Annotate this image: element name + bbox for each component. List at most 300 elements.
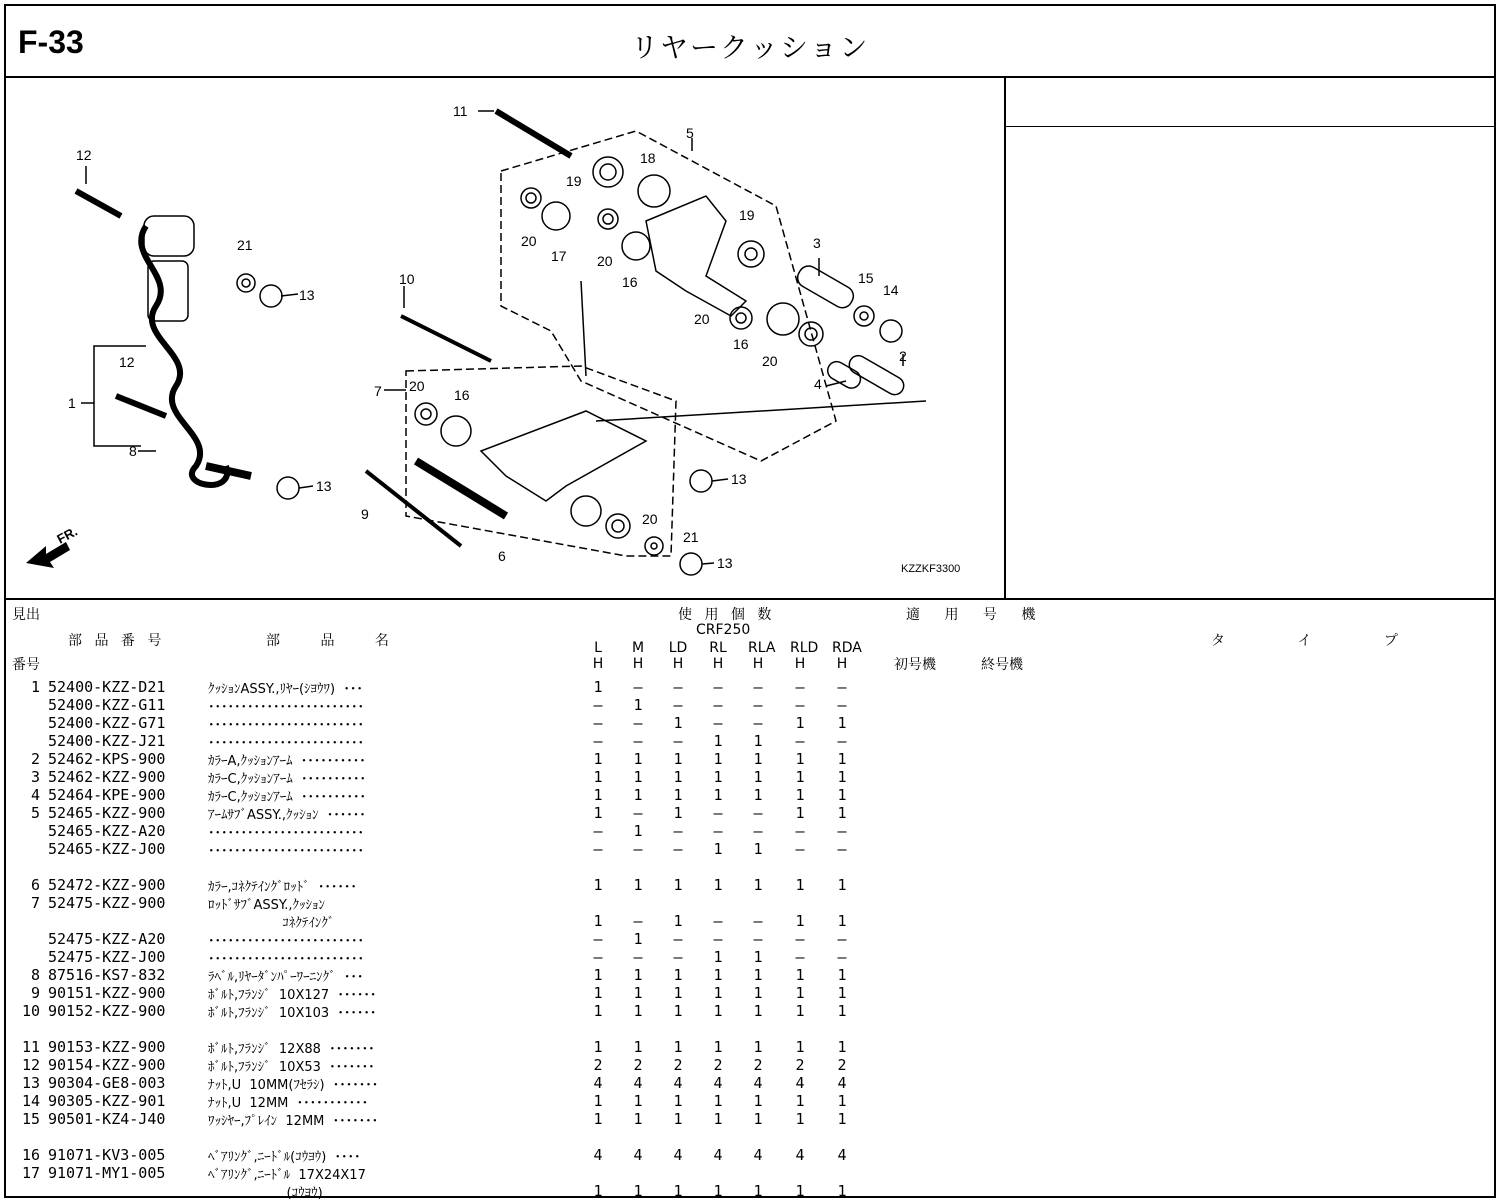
part-name: ﾎﾞﾙﾄ,ﾌﾗﾝｼﾞ 10X127 ･･････ bbox=[208, 988, 377, 1003]
qty-cell: 2 bbox=[795, 1056, 805, 1074]
qty-cell: 1 bbox=[673, 768, 683, 786]
qty-cell: – bbox=[837, 696, 847, 714]
qty-cell: 1 bbox=[673, 750, 683, 768]
part-name: ﾎﾞﾙﾄ,ﾌﾗﾝｼﾞ 10X53 ･･･････ bbox=[208, 1060, 375, 1075]
qty-cell: 1 bbox=[633, 1182, 643, 1200]
callout-13c: 13 bbox=[731, 471, 747, 487]
qty-cell: – bbox=[837, 732, 847, 750]
qty-cell: 1 bbox=[837, 786, 847, 804]
callout-1: 1 bbox=[68, 395, 76, 411]
qty-cell: 1 bbox=[837, 768, 847, 786]
qty-cell: 1 bbox=[795, 876, 805, 894]
callout-20b: 20 bbox=[597, 253, 613, 269]
col-h: H bbox=[794, 656, 806, 672]
header-bango: 番号 bbox=[12, 657, 40, 673]
table-row bbox=[6, 894, 1494, 912]
qty-cell: – bbox=[593, 948, 603, 966]
qty-cell: 1 bbox=[633, 750, 643, 768]
callout-15: 15 bbox=[858, 270, 874, 286]
qty-cell: – bbox=[753, 678, 763, 696]
ref-number: 3 bbox=[30, 768, 40, 786]
qty-cell: 1 bbox=[673, 984, 683, 1002]
callout-20d: 20 bbox=[762, 353, 778, 369]
qty-cell: 1 bbox=[753, 1092, 763, 1110]
qty-cell: 1 bbox=[753, 750, 763, 768]
qty-cell: 1 bbox=[795, 714, 805, 732]
qty-cell: 1 bbox=[837, 1002, 847, 1020]
qty-cell: – bbox=[837, 678, 847, 696]
part-name: ｶﾗｰA,ｸｯｼｮﾝｱｰﾑ ･･････････ bbox=[208, 754, 366, 769]
qty-cell: 1 bbox=[593, 1110, 603, 1128]
part-name: ﾍﾞｱﾘﾝｸﾞ,ﾆｰﾄﾞﾙ(ｺｳﾖｳ) ････ bbox=[208, 1150, 361, 1165]
qty-cell: 4 bbox=[753, 1074, 763, 1092]
part-name: ﾜｯｼﾔｰ,ﾌﾟﾚｲﾝ 12MM ･･･････ bbox=[208, 1114, 379, 1129]
qty-cell: 1 bbox=[837, 714, 847, 732]
table-row bbox=[6, 696, 1494, 714]
qty-cell: – bbox=[795, 678, 805, 696]
qty-cell: 1 bbox=[713, 1110, 723, 1128]
ref-number: 5 bbox=[30, 804, 40, 822]
table-row bbox=[6, 840, 1494, 858]
qty-cell: – bbox=[753, 696, 763, 714]
callout-21a: 21 bbox=[237, 237, 253, 253]
qty-cell: 2 bbox=[593, 1056, 603, 1074]
part-number: 52400-KZZ-G71 bbox=[48, 714, 166, 732]
qty-cell: 4 bbox=[633, 1074, 643, 1092]
qty-cell: 1 bbox=[633, 1038, 643, 1056]
qty-cell: – bbox=[713, 804, 723, 822]
part-name: (ｺｳﾖｳ) bbox=[208, 1186, 323, 1201]
callout-18: 18 bbox=[640, 150, 656, 166]
qty-cell: 4 bbox=[837, 1074, 847, 1092]
qty-cell: 4 bbox=[633, 1146, 643, 1164]
table-row bbox=[6, 1146, 1494, 1164]
qty-cell: 1 bbox=[593, 912, 603, 930]
qty-cell: 1 bbox=[633, 1002, 643, 1020]
part-number: 90153-KZZ-900 bbox=[48, 1038, 166, 1056]
qty-cell: 1 bbox=[837, 750, 847, 768]
part-name: ････････････････････････ bbox=[208, 844, 364, 859]
callout-8: 8 bbox=[129, 443, 137, 459]
qty-cell: 1 bbox=[633, 966, 643, 984]
qty-cell: – bbox=[795, 948, 805, 966]
table-row bbox=[6, 912, 1494, 930]
ref-number: 1 bbox=[30, 678, 40, 696]
qty-cell: 4 bbox=[753, 1146, 763, 1164]
table-row bbox=[6, 768, 1494, 786]
qty-cell: 1 bbox=[633, 1110, 643, 1128]
callout-2: 2 bbox=[899, 348, 907, 364]
qty-cell: 1 bbox=[593, 768, 603, 786]
qty-cell: 1 bbox=[795, 1002, 805, 1020]
side-panel bbox=[1006, 76, 1494, 600]
part-number: 87516-KS7-832 bbox=[48, 966, 166, 984]
callout-20c: 20 bbox=[694, 311, 710, 327]
qty-cell: 1 bbox=[673, 1092, 683, 1110]
col-m: M bbox=[631, 640, 645, 656]
callout-20e: 20 bbox=[409, 378, 425, 394]
qty-cell: – bbox=[633, 714, 643, 732]
qty-cell: 1 bbox=[713, 876, 723, 894]
exploded-diagram bbox=[6, 76, 1006, 600]
qty-cell: 1 bbox=[795, 1038, 805, 1056]
qty-cell: 1 bbox=[633, 786, 643, 804]
qty-cell: 1 bbox=[837, 1092, 847, 1110]
header-type: タ イ プ bbox=[1211, 633, 1432, 649]
table-row bbox=[6, 1110, 1494, 1128]
callout-13a: 13 bbox=[299, 287, 315, 303]
qty-cell: – bbox=[837, 840, 847, 858]
qty-cell: 1 bbox=[633, 696, 643, 714]
qty-cell: – bbox=[673, 822, 683, 840]
part-name: ﾎﾞﾙﾄ,ﾌﾗﾝｼﾞ 12X88 ･･･････ bbox=[208, 1042, 375, 1057]
qty-cell: – bbox=[837, 930, 847, 948]
header-part-name: 部 品 名 bbox=[266, 633, 407, 649]
ref-number: 13 bbox=[22, 1074, 41, 1092]
callout-6: 6 bbox=[498, 548, 506, 564]
header-last: 終号機 bbox=[981, 657, 1023, 673]
callout-12b: 12 bbox=[119, 354, 135, 370]
header bbox=[6, 6, 1494, 78]
table-row bbox=[6, 714, 1494, 732]
table-row bbox=[6, 804, 1494, 822]
ref-number: 14 bbox=[22, 1092, 41, 1110]
header-first: 初号機 bbox=[894, 657, 936, 673]
front-arrow-icon bbox=[26, 524, 80, 568]
qty-cell: 1 bbox=[837, 966, 847, 984]
qty-cell: 1 bbox=[713, 732, 723, 750]
part-number: 52475-KZZ-A20 bbox=[48, 930, 166, 948]
qty-cell: 1 bbox=[593, 786, 603, 804]
qty-cell: 4 bbox=[593, 1074, 603, 1092]
callout-11: 11 bbox=[453, 103, 468, 119]
qty-cell: – bbox=[593, 714, 603, 732]
qty-cell: 1 bbox=[593, 984, 603, 1002]
col-h: H bbox=[712, 656, 724, 672]
part-name: ････････････････････････ bbox=[208, 934, 364, 949]
col-h: H bbox=[632, 656, 644, 672]
qty-cell: 1 bbox=[673, 1038, 683, 1056]
qty-cell: 1 bbox=[593, 1002, 603, 1020]
ref-number: 8 bbox=[30, 966, 40, 984]
qty-cell: 2 bbox=[753, 1056, 763, 1074]
part-name: ｶﾗｰC,ｸｯｼｮﾝｱｰﾑ ･･････････ bbox=[208, 790, 366, 805]
part-name: ﾛｯﾄﾞｻﾌﾞASSY.,ｸｯｼｮﾝ bbox=[208, 898, 325, 913]
table-row bbox=[6, 750, 1494, 768]
qty-cell: 1 bbox=[837, 984, 847, 1002]
callout-16a: 16 bbox=[622, 274, 638, 290]
qty-cell: 1 bbox=[753, 876, 763, 894]
part-name: ････････････････････････ bbox=[208, 826, 364, 841]
qty-cell: 1 bbox=[753, 1038, 763, 1056]
qty-cell: – bbox=[633, 804, 643, 822]
qty-cell: 1 bbox=[795, 966, 805, 984]
header-qty-title: 使 用 個 数 bbox=[678, 607, 776, 623]
col-h: H bbox=[752, 656, 764, 672]
qty-cell: 1 bbox=[593, 750, 603, 768]
qty-cell: 1 bbox=[593, 678, 603, 696]
qty-cell: 1 bbox=[673, 912, 683, 930]
qty-cell: 1 bbox=[713, 1002, 723, 1020]
qty-cell: – bbox=[837, 822, 847, 840]
qty-cell: 1 bbox=[593, 804, 603, 822]
part-number: 52400-KZZ-G11 bbox=[48, 696, 166, 714]
qty-cell: – bbox=[795, 732, 805, 750]
part-name: ････････････････････････ bbox=[208, 700, 364, 715]
table-row bbox=[6, 930, 1494, 948]
qty-cell: 1 bbox=[713, 750, 723, 768]
qty-cell: – bbox=[713, 714, 723, 732]
header-part-no: 部 品 番 号 bbox=[68, 633, 166, 649]
qty-cell: 1 bbox=[837, 1182, 847, 1200]
table-row bbox=[6, 1038, 1494, 1056]
fr-label: FR. bbox=[54, 523, 80, 547]
col-h: H bbox=[592, 656, 604, 672]
qty-cell: – bbox=[673, 696, 683, 714]
qty-cell: 1 bbox=[593, 876, 603, 894]
qty-cell: 1 bbox=[713, 1092, 723, 1110]
qty-cell: 1 bbox=[633, 822, 643, 840]
part-number: 52475-KZZ-J00 bbox=[48, 948, 166, 966]
qty-cell: 1 bbox=[713, 768, 723, 786]
qty-cell: 2 bbox=[713, 1056, 723, 1074]
part-number: 90154-KZZ-900 bbox=[48, 1056, 166, 1074]
callout-7: 7 bbox=[374, 383, 382, 399]
ref-number: 16 bbox=[22, 1146, 41, 1164]
qty-cell: – bbox=[633, 732, 643, 750]
qty-cell: – bbox=[633, 678, 643, 696]
ref-number: 9 bbox=[30, 984, 40, 1002]
qty-cell: 1 bbox=[795, 750, 805, 768]
callout-17: 17 bbox=[551, 248, 567, 264]
qty-cell: 1 bbox=[837, 804, 847, 822]
qty-cell: – bbox=[593, 822, 603, 840]
col-rla: RLA bbox=[748, 640, 776, 656]
part-number: 90305-KZZ-901 bbox=[48, 1092, 166, 1110]
page-title: リヤークッション bbox=[630, 31, 870, 64]
qty-cell: 1 bbox=[593, 966, 603, 984]
table-gap bbox=[6, 1128, 1494, 1146]
diagram-ref-code: KZZKF3300 bbox=[901, 563, 961, 575]
qty-cell: 1 bbox=[673, 1110, 683, 1128]
qty-cell: 1 bbox=[753, 1002, 763, 1020]
qty-cell: 1 bbox=[633, 1092, 643, 1110]
part-number: 90304-GE8-003 bbox=[48, 1074, 166, 1092]
qty-cell: 1 bbox=[673, 1002, 683, 1020]
callout-4: 4 bbox=[814, 376, 822, 392]
callout-9: 9 bbox=[361, 506, 369, 522]
table-row bbox=[6, 1002, 1494, 1020]
qty-cell: – bbox=[673, 678, 683, 696]
part-number: 52462-KZZ-900 bbox=[48, 768, 166, 786]
table-row bbox=[6, 786, 1494, 804]
part-name: ････････････････････････ bbox=[208, 736, 364, 751]
qty-cell: 4 bbox=[795, 1146, 805, 1164]
header-model: CRF250 bbox=[696, 622, 751, 638]
qty-cell: 1 bbox=[753, 1182, 763, 1200]
table-row bbox=[6, 1056, 1494, 1074]
parts-table bbox=[6, 678, 1494, 1200]
qty-cell: 1 bbox=[837, 876, 847, 894]
part-name: ﾅｯﾄ,U 10MM(ﾌｾﾗｼ) ･･･････ bbox=[208, 1078, 379, 1093]
qty-cell: 1 bbox=[713, 948, 723, 966]
qty-cell: – bbox=[795, 930, 805, 948]
table-row bbox=[6, 876, 1494, 894]
qty-cell: 1 bbox=[673, 1182, 683, 1200]
callout-16b: 16 bbox=[733, 336, 749, 352]
qty-cell: 1 bbox=[713, 984, 723, 1002]
part-name: ｱｰﾑｻﾌﾞASSY.,ｸｯｼｮﾝ ･･････ bbox=[208, 808, 366, 823]
callout-19b: 19 bbox=[739, 207, 755, 223]
part-number: 91071-MY1-005 bbox=[48, 1164, 166, 1182]
part-number: 52464-KPE-900 bbox=[48, 786, 166, 804]
qty-cell: 4 bbox=[713, 1146, 723, 1164]
callout-16c: 16 bbox=[454, 387, 470, 403]
qty-cell: – bbox=[673, 732, 683, 750]
qty-cell: – bbox=[795, 696, 805, 714]
ref-number: 11 bbox=[22, 1038, 41, 1056]
table-row bbox=[6, 678, 1494, 696]
qty-cell: – bbox=[673, 930, 683, 948]
qty-cell: 1 bbox=[633, 768, 643, 786]
qty-cell: – bbox=[593, 732, 603, 750]
qty-cell: 1 bbox=[593, 1182, 603, 1200]
qty-cell: 1 bbox=[753, 768, 763, 786]
qty-cell: 1 bbox=[633, 930, 643, 948]
part-number: 90151-KZZ-900 bbox=[48, 984, 166, 1002]
qty-cell: 2 bbox=[673, 1056, 683, 1074]
part-number: 52465-KZZ-J00 bbox=[48, 840, 166, 858]
qty-cell: 1 bbox=[837, 1110, 847, 1128]
qty-cell: 1 bbox=[633, 984, 643, 1002]
qty-cell: 2 bbox=[633, 1056, 643, 1074]
qty-cell: – bbox=[713, 678, 723, 696]
qty-cell: 1 bbox=[673, 966, 683, 984]
part-name: ････････････････････････ bbox=[208, 718, 364, 733]
qty-cell: 1 bbox=[837, 1038, 847, 1056]
qty-cell: 1 bbox=[713, 840, 723, 858]
table-row bbox=[6, 1164, 1494, 1182]
part-name: ｸｯｼｮﾝASSY.,ﾘﾔｰ(ｼﾖｳﾜ) ･･･ bbox=[208, 682, 363, 697]
col-rld: RLD bbox=[790, 640, 819, 656]
callout-13d: 13 bbox=[717, 555, 733, 571]
qty-cell: – bbox=[713, 930, 723, 948]
qty-cell: 1 bbox=[673, 714, 683, 732]
qty-cell: 1 bbox=[795, 1110, 805, 1128]
qty-cell: 1 bbox=[713, 1182, 723, 1200]
col-l: L bbox=[594, 640, 602, 656]
qty-cell: 4 bbox=[837, 1146, 847, 1164]
qty-cell: 1 bbox=[795, 1182, 805, 1200]
qty-cell: – bbox=[753, 804, 763, 822]
qty-cell: 1 bbox=[593, 1038, 603, 1056]
qty-cell: – bbox=[633, 948, 643, 966]
part-number: 52465-KZZ-900 bbox=[48, 804, 166, 822]
part-name: ｶﾗｰ,ｺﾈｸﾃｲﾝｸﾞﾛｯﾄﾞ ･･････ bbox=[208, 880, 357, 895]
qty-cell: 1 bbox=[753, 732, 763, 750]
qty-cell: – bbox=[753, 930, 763, 948]
part-number: 52462-KPS-900 bbox=[48, 750, 166, 768]
part-name: ｶﾗｰC,ｸｯｼｮﾝｱｰﾑ ･･････････ bbox=[208, 772, 366, 787]
qty-cell: 1 bbox=[753, 984, 763, 1002]
qty-cell: 1 bbox=[753, 840, 763, 858]
part-number: 52400-KZZ-D21 bbox=[48, 678, 166, 696]
qty-cell: 1 bbox=[633, 876, 643, 894]
qty-cell: 4 bbox=[673, 1146, 683, 1164]
part-name: ････････････････････････ bbox=[208, 952, 364, 967]
qty-cell: 1 bbox=[713, 1038, 723, 1056]
part-number: 90152-KZZ-900 bbox=[48, 1002, 166, 1020]
qty-cell: 1 bbox=[673, 804, 683, 822]
qty-cell: 2 bbox=[837, 1056, 847, 1074]
part-name: ﾍﾞｱﾘﾝｸﾞ,ﾆｰﾄﾞﾙ 17X24X17 bbox=[208, 1168, 366, 1183]
qty-cell: – bbox=[753, 714, 763, 732]
col-h: H bbox=[836, 656, 848, 672]
ref-number: 12 bbox=[22, 1056, 41, 1074]
header-midashi: 見出 bbox=[12, 607, 40, 623]
part-name: ﾗﾍﾞﾙ,ﾘﾔｰﾀﾞﾝﾊﾟｰﾜｰﾆﾝｸﾞ ･･･ bbox=[208, 970, 364, 985]
part-number: 91071-KV3-005 bbox=[48, 1146, 166, 1164]
qty-cell: 1 bbox=[753, 948, 763, 966]
qty-cell: – bbox=[633, 912, 643, 930]
header-apply-title: 適 用 号 機 bbox=[906, 607, 1046, 623]
qty-cell: 1 bbox=[795, 768, 805, 786]
qty-cell: – bbox=[673, 840, 683, 858]
callout-12a: 12 bbox=[76, 147, 92, 163]
qty-cell: 1 bbox=[795, 912, 805, 930]
qty-cell: – bbox=[753, 822, 763, 840]
table-gap bbox=[6, 858, 1494, 876]
qty-cell: 1 bbox=[713, 966, 723, 984]
side-divider bbox=[1006, 126, 1494, 127]
qty-cell: 4 bbox=[795, 1074, 805, 1092]
qty-cell: 1 bbox=[795, 786, 805, 804]
table-row bbox=[6, 1182, 1494, 1200]
qty-cell: 1 bbox=[753, 966, 763, 984]
part-number: 52475-KZZ-900 bbox=[48, 894, 166, 912]
qty-cell: 1 bbox=[593, 1092, 603, 1110]
qty-cell: 1 bbox=[713, 786, 723, 804]
col-h: H bbox=[672, 656, 684, 672]
table-row bbox=[6, 966, 1494, 984]
qty-cell: – bbox=[593, 696, 603, 714]
qty-cell: – bbox=[593, 930, 603, 948]
ref-number: 6 bbox=[30, 876, 40, 894]
ref-number: 2 bbox=[30, 750, 40, 768]
qty-cell: – bbox=[713, 696, 723, 714]
part-name: ﾅｯﾄ,U 12MM ･･･････････ bbox=[208, 1096, 369, 1111]
qty-cell: – bbox=[713, 912, 723, 930]
qty-cell: – bbox=[795, 840, 805, 858]
callout-19a: 19 bbox=[566, 173, 582, 189]
callout-10: 10 bbox=[399, 271, 415, 287]
col-rda: RDA bbox=[832, 640, 862, 656]
callout-3: 3 bbox=[813, 235, 821, 251]
page-code: F-33 bbox=[18, 24, 84, 60]
qty-cell: – bbox=[795, 822, 805, 840]
ref-number: 10 bbox=[22, 1002, 41, 1020]
qty-cell: 1 bbox=[837, 912, 847, 930]
part-number: 52400-KZZ-J21 bbox=[48, 732, 166, 750]
ref-number: 15 bbox=[22, 1110, 41, 1128]
part-number: 52465-KZZ-A20 bbox=[48, 822, 166, 840]
qty-cell: 4 bbox=[713, 1074, 723, 1092]
qty-cell: 4 bbox=[673, 1074, 683, 1092]
callout-14: 14 bbox=[883, 282, 899, 298]
callout-5: 5 bbox=[686, 125, 694, 141]
qty-cell: – bbox=[633, 840, 643, 858]
qty-cell: 1 bbox=[795, 984, 805, 1002]
